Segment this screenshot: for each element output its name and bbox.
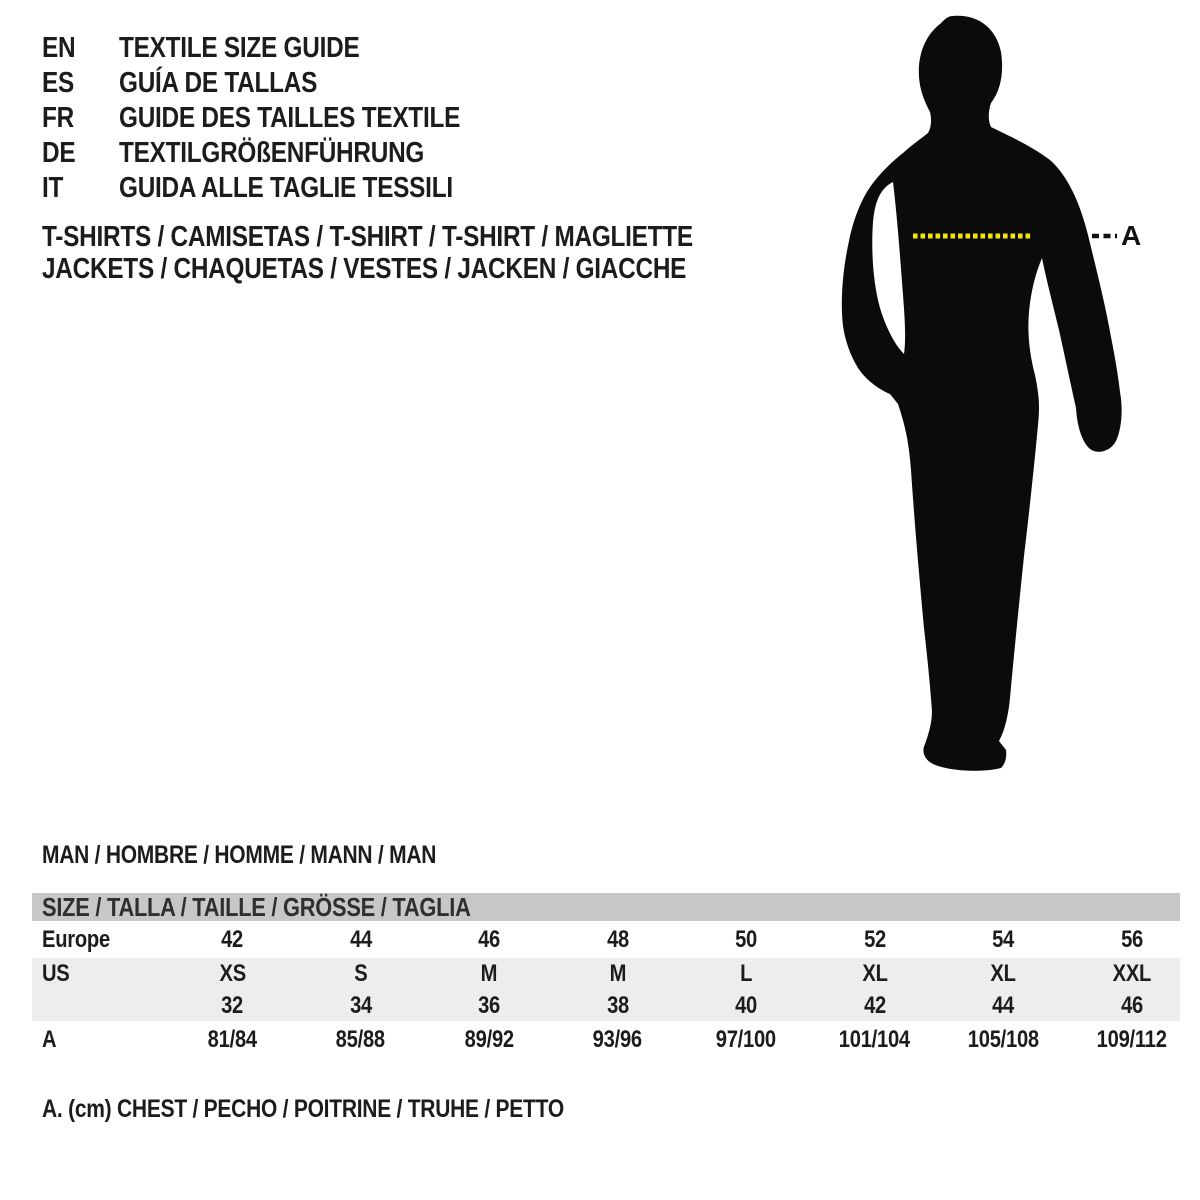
table-cell: 109/112 — [1096, 1026, 1167, 1053]
table-cell: XXL — [1112, 960, 1151, 987]
table-cell: XS — [219, 960, 246, 987]
table-cell: 42 — [221, 925, 244, 953]
table-cell: XL — [990, 960, 1016, 987]
table-cell: L — [740, 960, 753, 987]
table-cell: 101/104 — [839, 1026, 911, 1053]
footnote-text: A. (cm) CHEST / PECHO / POITRINE / TRUHE / PETTO — [42, 1095, 564, 1123]
language-title: TEXTILGRÖßENFÜHRUNG — [119, 137, 425, 169]
footnote-chest — [42, 1095, 663, 1123]
table-cell: 54 — [992, 925, 1015, 953]
table-cell: 97/100 — [716, 1026, 777, 1053]
language-title: TEXTILE SIZE GUIDE — [119, 32, 360, 64]
language-title: GUIDA ALLE TAGLIE TESSILI — [119, 172, 453, 204]
language-code: EN — [42, 32, 76, 64]
table-cell: 56 — [1120, 925, 1143, 953]
table-row-europe — [32, 921, 1196, 958]
table-row-us — [32, 958, 1196, 990]
language-code: IT — [42, 172, 64, 204]
language-row-it — [42, 171, 525, 206]
table-cell: 36 — [478, 991, 501, 1019]
table-cell: 32 — [221, 991, 244, 1019]
table-row-chest — [32, 1021, 1196, 1059]
row-label: Europe — [42, 925, 110, 953]
table-cell: 44 — [349, 925, 372, 953]
measure-a-label: A — [1121, 220, 1142, 251]
language-list — [42, 31, 525, 206]
section-label-man — [42, 841, 511, 869]
man-silhouette-shape — [842, 16, 1122, 771]
language-row-fr — [42, 101, 525, 136]
size-table-header-bar — [32, 893, 1180, 921]
table-cell: 50 — [735, 925, 758, 953]
table-cell: 46 — [478, 925, 501, 953]
language-title: GUÍA DE TALLAS — [119, 67, 318, 99]
language-row-de — [42, 136, 525, 171]
table-cell: 89/92 — [464, 1026, 514, 1053]
table-cell: 81/84 — [207, 1026, 257, 1053]
category-line-tshirts: T-SHIRTS / CAMISETAS / T-SHIRT / T-SHIRT / MAGLIETTE — [42, 221, 693, 253]
table-cell: XL — [862, 960, 888, 987]
table-cell: 105/108 — [967, 1026, 1039, 1053]
table-cell: 52 — [863, 925, 886, 953]
table-row-numeric — [32, 990, 1196, 1021]
table-cell: 48 — [606, 925, 629, 953]
table-cell: M — [480, 960, 498, 987]
table-cell: 85/88 — [336, 1026, 386, 1053]
category-block — [42, 221, 817, 285]
row-label: US — [42, 960, 70, 987]
table-cell: 42 — [863, 991, 886, 1019]
size-table-header-text: SIZE / TALLA / TAILLE / GRÖSSE / TAGLIA — [42, 892, 471, 922]
language-code: FR — [42, 102, 74, 134]
table-cell: 34 — [349, 991, 372, 1019]
language-title: GUIDE DES TAILLES TEXTILE — [119, 102, 461, 134]
row-label: A — [42, 1026, 57, 1053]
table-cell: M — [609, 960, 627, 987]
table-cell: 93/96 — [593, 1026, 643, 1053]
table-cell: 40 — [735, 991, 758, 1019]
language-code: DE — [42, 137, 76, 169]
table-cell: 44 — [992, 991, 1015, 1019]
table-cell: 38 — [606, 991, 629, 1019]
section-label-text: MAN / HOMBRE / HOMME / MANN / MAN — [42, 841, 437, 869]
table-cell: S — [354, 960, 368, 987]
language-code: ES — [42, 67, 74, 99]
table-cell: 46 — [1120, 991, 1143, 1019]
man-silhouette — [820, 0, 1160, 800]
language-row-es — [42, 66, 525, 101]
category-line-jackets: JACKETS / CHAQUETAS / VESTES / JACKEN / GIACCHE — [42, 253, 687, 285]
language-row-en — [42, 31, 525, 66]
